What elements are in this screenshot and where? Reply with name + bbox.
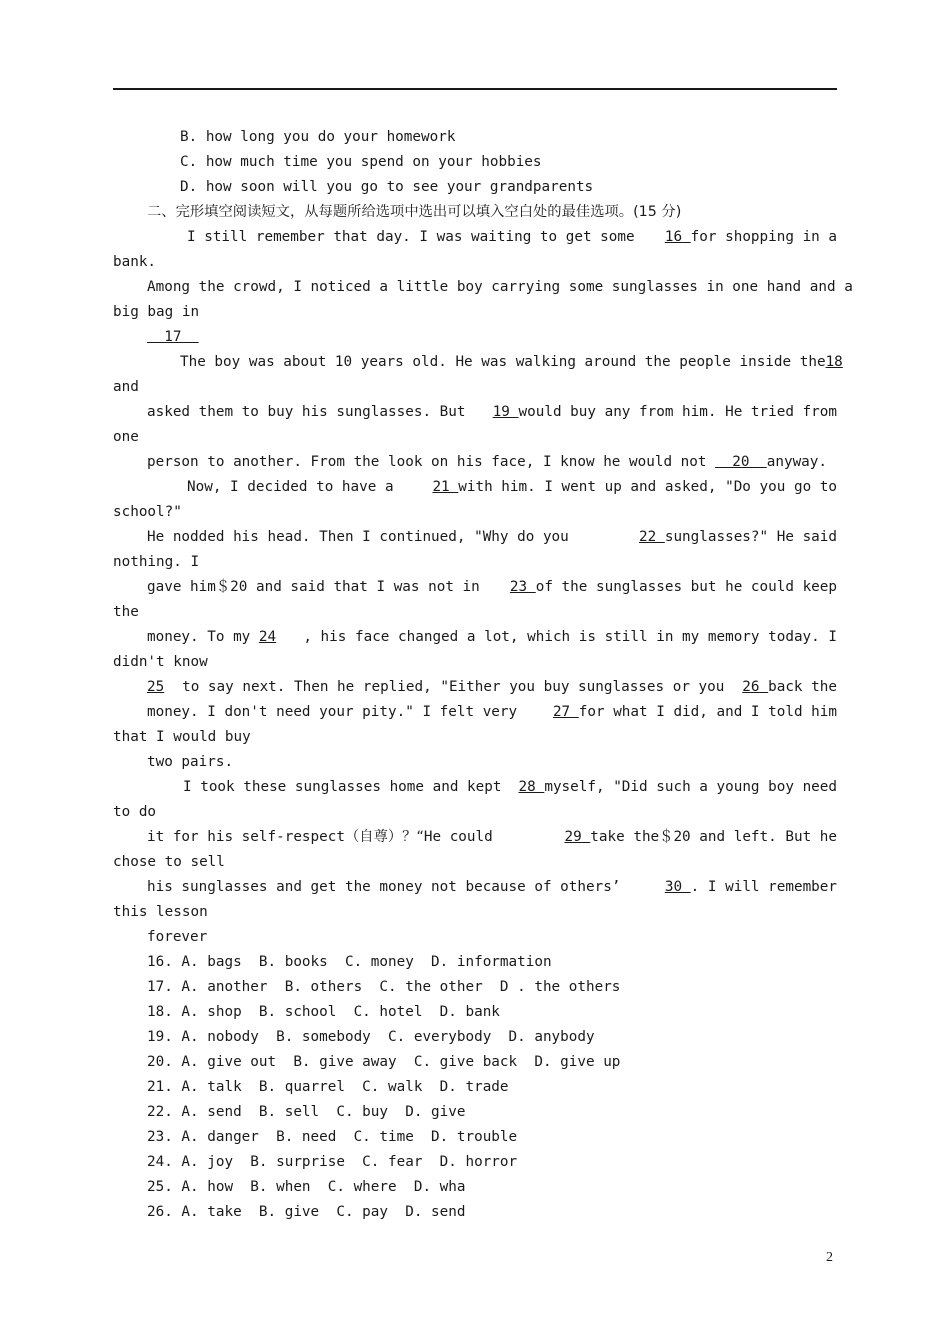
- passage-line: forever: [147, 929, 208, 945]
- blank-24: 24: [258, 629, 277, 645]
- blank-25: 25: [147, 679, 165, 695]
- option-row: 22. A. send B. sell C. buy D. give: [147, 1104, 466, 1120]
- passage-line: this lesson: [113, 904, 208, 920]
- blank-22: 22: [639, 529, 665, 545]
- passage-line: big bag in: [113, 304, 200, 320]
- option-row: 17. A. another B. others C. the other D . the others: [147, 979, 621, 995]
- blank-21: 21: [432, 479, 459, 495]
- blank-18: 18: [825, 354, 843, 370]
- option-row: 25. A. how B. when C. where D. wha: [147, 1179, 466, 1195]
- option-row: 23. A. danger B. need C. time D. trouble: [147, 1129, 518, 1145]
- passage-line: to do: [113, 804, 157, 820]
- passage-line: one: [113, 429, 139, 445]
- option-row: 16. A. bags B. books C. money D. information: [147, 954, 552, 970]
- passage-line: nothing. I: [113, 554, 200, 570]
- blank-26: 26: [742, 679, 769, 695]
- passage-line: the: [113, 604, 139, 620]
- passage-line: money. I don't need your pity." I felt very 27 for what I did, and I told him: [147, 704, 837, 720]
- passage-line: school?": [113, 504, 182, 520]
- passage-line: I took these sunglasses home and kept 28 myself, "Did such a young boy need: [183, 779, 837, 795]
- passage-line: and: [113, 379, 139, 395]
- passage-line: that I would buy: [113, 729, 251, 745]
- passage-line: He nodded his head. Then I continued, "Why do you 22 sunglasses?" He said: [147, 529, 837, 545]
- passage-line: two pairs.: [147, 754, 234, 770]
- passage-line: person to another. From the look on his face, I know he would not 20 anyway.: [147, 454, 828, 470]
- passage-line: 25 to say next. Then he replied, "Either you buy sunglasses or you 26 back the: [147, 675, 837, 700]
- passage-line: asked them to buy his sunglasses. But 19 would buy any from him. He tried from: [147, 404, 837, 420]
- option-row: 20. A. give out B. give away C. give back D. give up: [147, 1054, 621, 1070]
- passage-line: gave him＄20 and said that I was not in 23 of the sunglasses but he could keep: [147, 579, 837, 595]
- section-heading: 二、完形填空阅读短文，从每题所给选项中选出可以填入空白处的最佳选项。(15 分): [147, 204, 682, 220]
- blank-16: 16: [664, 229, 691, 245]
- blank-23: 23: [509, 579, 536, 595]
- option-row: 21. A. talk B. quarrel C. walk D. trade: [147, 1079, 509, 1095]
- prev-option-b: B. how long you do your homework: [180, 129, 456, 145]
- blank-29: 29: [564, 829, 591, 845]
- blank-28: 28: [518, 779, 545, 795]
- prev-option-d: D. how soon will you go to see your grandparents: [180, 179, 594, 195]
- option-row: 18. A. shop B. school C. hotel D. bank: [147, 1004, 500, 1020]
- option-row: 19. A. nobody B. somebody C. everybody D. anybody: [147, 1029, 595, 1045]
- passage-line: chose to sell: [113, 854, 225, 870]
- passage-line: Among the crowd, I noticed a little boy carrying some sunglasses in one hand and a: [147, 279, 853, 295]
- passage-line: The boy was about 10 years old. He was walking around the people inside the 18: [180, 350, 837, 375]
- option-row: 24. A. joy B. surprise C. fear D. horror: [147, 1154, 518, 1170]
- passage-line: bank.: [113, 254, 157, 270]
- passage-line: his sunglasses and get the money not because of others’ 30 . I will remember: [147, 879, 837, 895]
- option-row: 26. A. take B. give C. pay D. send: [147, 1204, 466, 1220]
- passage-line: it for his self-respect（自尊）？“He could 29 take the＄20 and left. But he: [147, 829, 837, 845]
- passage-line: I still remember that day. I was waiting to get some 16 for shopping in a: [187, 229, 837, 245]
- blank-27: 27: [552, 704, 579, 720]
- page-number: 2: [826, 1250, 833, 1265]
- passage-line: didn't know: [113, 654, 208, 670]
- blank-17: 17: [147, 329, 199, 345]
- blank-30: 30: [664, 879, 691, 895]
- blank-19: 19: [492, 404, 519, 420]
- header-rule: [113, 88, 837, 90]
- prev-option-c: C. how much time you spend on your hobbies: [180, 154, 542, 170]
- passage-line: money. To my 24 , his face changed a lot, which is still in my memory today. I: [147, 629, 837, 645]
- blank-20: 20: [715, 454, 767, 470]
- passage-line: Now, I decided to have a 21 with him. I went up and asked, "Do you go to: [187, 479, 837, 495]
